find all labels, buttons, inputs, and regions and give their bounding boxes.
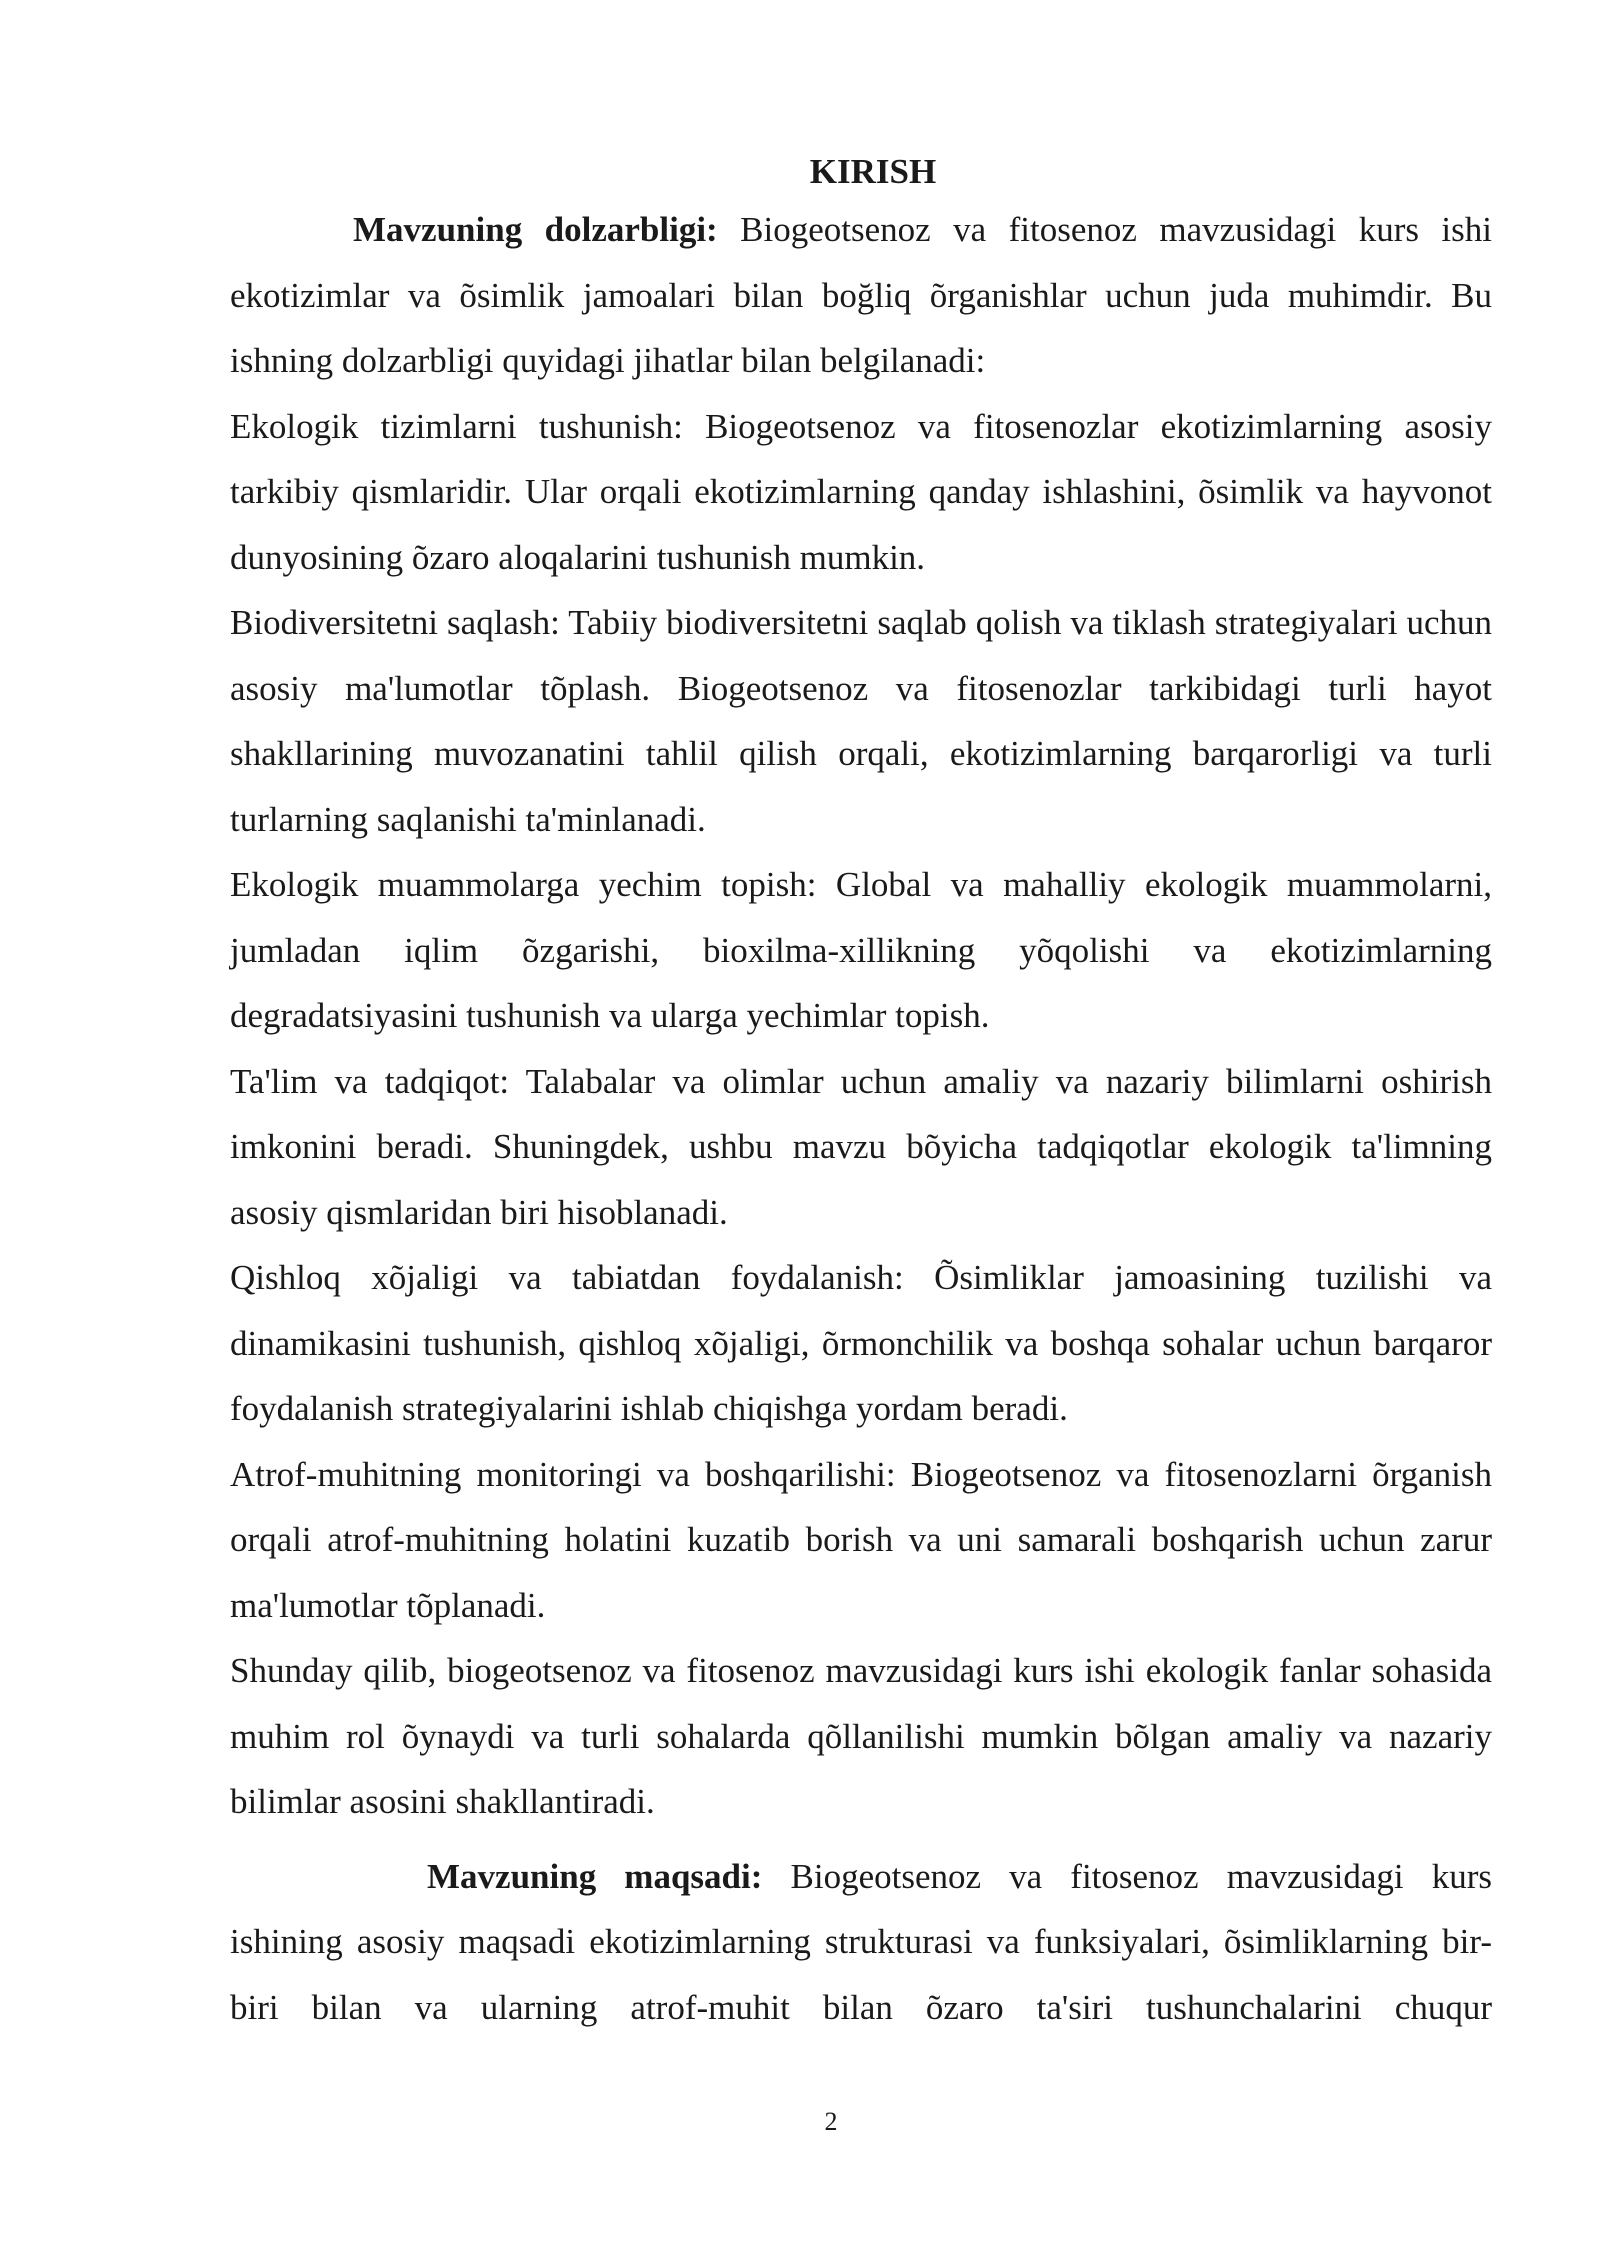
purpose-heading: Mavzuning maqsadi: [427, 1856, 763, 1896]
relevance-heading: Mavzuning dolzarbligi: [353, 210, 718, 249]
relevance-text: Biogeotsenoz va fitosenoz mavzusidagi kurs ishi ekotizimlar va õsimlik jamoalari bilan boğliq õrganishlar uchun juda muhimdir. Bu ishning dolzarbligi quyidagi jihatlar bilan belgilanadi: [230, 210, 1492, 380]
paragraph-conclusion: Shunday qilib, biogeotsenoz va fitosenoz mavzusidagi kurs ishi ekologik fanlar sohasida muhim rol õynaydi va turli sohalarda qõllanilishi mumkin bõlgan amaliy va nazariy bilimlar asosini shakllantiradi. [230, 1651, 1492, 1821]
paragraph-ecological-problems: Ekologik muammolarga yechim topish: Global va mahalliy ekologik muammolarni, jumladan iqlim õzgarishi, bioxilma-xillikning yõqolishi va ekotizimlarning degradatsiyasini tushunish va ularga yechimlar topish. [230, 865, 1492, 1035]
paragraph-ecological-systems: Ekologik tizimlarni tushunish: Biogeotsenoz va fitosenozlar ekotizimlarning asosiy tarkibiy qismlaridir. Ular orqali ekotizimlarning qanday ishlashini, õsimlik va hayvonot dunyosining õzaro aloqalarini tushunish mumkin. [230, 406, 1492, 577]
paragraph-biodiversity: Biodiversitetni saqlash: Tabiiy biodiversitetni saqlab qolish va tiklash strategiyalari uchun asosiy ma'lumotlar tõplash. Biogeotsenoz va fitosenozlar tarkibidagi turli hayot shakllarining muvozanatini tahlil qilish orqali, ekotizimlarning barqarorligi va turli turlarning saqlanishi ta'minlanadi. [230, 603, 1492, 839]
purpose-paragraph [230, 1844, 1492, 2041]
purpose-text: Biogeotsenoz va fitosenoz mavzusidagi kurs ishining asosiy maqsadi ekotizimlarning strukturasi va funksiyalari, õsimliklarning bir-biri bilan va ularning atrof-muhit bilan õzaro ta'siri tushunchalarini chuqur [230, 1856, 1492, 2027]
relevance-paragraph [230, 197, 1492, 394]
page-title: KIRISH [809, 152, 937, 191]
page-number: 2 [824, 2107, 838, 2136]
paragraph-agriculture: Qishloq xõjaligi va tabiatdan foydalanish: Õsimliklar jamoasining tuzilishi va dinamikasini tushunish, qishloq xõjaligi, õrmonchilik va boshqa sohalar uchun barqaror foydalanish strategiyalarini ishlab chiqishga yordam beradi. [230, 1258, 1492, 1428]
paragraph-education-research: Ta'lim va tadqiqot: Talabalar va olimlar uchun amaliy va nazariy bilimlarni oshirish imkonini beradi. Shuningdek, ushbu mavzu bõyicha tadqiqotlar ekologik ta'limning asosiy qismlaridan biri hisoblanadi. [230, 1061, 1492, 1232]
paragraph-monitoring: Atrof-muhitning monitoringi va boshqarilishi: Biogeotsenoz va fitosenozlarni õrganish orqali atrof-muhitning holatini kuzatib borish va uni samarali boshqarish uchun zarur ma'lumotlar tõplanadi. [230, 1454, 1492, 1625]
page-content [230, 148, 1492, 2040]
